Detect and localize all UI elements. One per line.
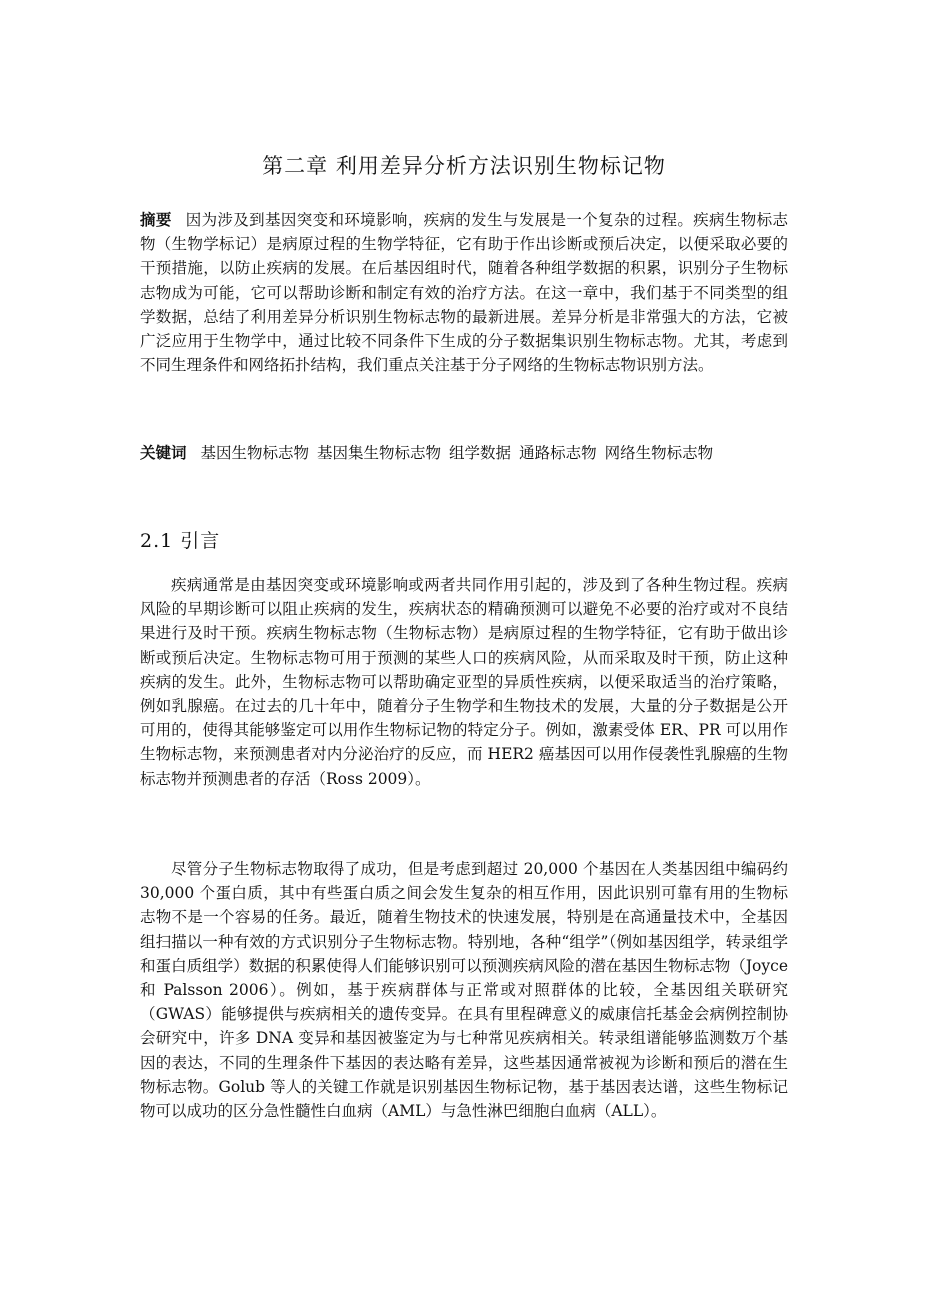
keyword-item: 网络生物标志物: [604, 444, 714, 462]
keyword-item: 基因集生物标志物: [317, 444, 442, 462]
abstract: [140, 208, 788, 377]
abstract-text: 因为涉及到基因突变和环境影响，疾病的发生与发展是一个复杂的过程。疾病生物标志物（生物学标记）是病原过程的生物学特征，它有助于作出诊断或预后决定，以便采取必要的干预措施，以防止疾病的发展。在后基因组时代，随着各种组学数据的积累，识别分子生物标志物成为可能，它可以帮助诊断和制定有效的治疗方法。在这一章中，我们基于不同类型的组学数据，总结了利用差异分析识别生物标志物的最新进展。差异分析是非常强大的方法，它被广泛应用于生物学中，通过比较不同条件下生成的分子数据集识别生物标志物。尤其，考虑到不同生理条件和网络拓扑结构，我们重点关注基于分子网络的生物标志物识别方法。: [140, 211, 788, 375]
body-paragraph: 尽管分子生物标志物取得了成功，但是考虑到超过 20,000 个基因在人类基因组中编码约 30,000 个蛋白质，其中有些蛋白质之间会发生复杂的相互作用，因此识别可靠有用的生物标志物不是一个容易的任务。最近，随着生物技术的快速发展，特别是在高通量技术中，全基因组扫描以一种有效的方式识别分子生物标志物。特别地，各种“组学”（例如基因组学，转录组学和蛋白质组学）数据的积累使得人们能够识别可以预测疾病风险的潜在基因生物标志物（Joyce 和 Palsson 2006）。例如，基于疾病群体与正常或对照群体的比较，全基因组关联研究（GWAS）能够提供与疾病相关的遗传变异。在具有里程碑意义的威康信托基金会病例控制协会研究中，许多 DNA 变异和基因被鉴定为与七种常见疾病相关。转录组谱能够监测数万个基因的表达，不同的生理条件下基因的表达略有差异，这些基因通常被视为诊断和预后的潜在生物标志物。Golub 等人的关键工作就是识别基因生物标记物，基于基因表达谱，这些生物标记物可以成功的区分急性髓性白血病（AML）与急性淋巴细胞白血病（ALL）。: [140, 860, 788, 1121]
chapter-title: 第二章 利用差异分析方法识别生物标记物: [262, 154, 666, 178]
keywords-label: 关键词: [140, 444, 187, 462]
keyword-item: 基因生物标志物: [200, 444, 310, 462]
keyword-item: 通路标志物: [519, 444, 597, 462]
section-heading: 2.1 引言: [140, 530, 221, 552]
keywords: [140, 441, 788, 465]
body-paragraph: 疾病通常是由基因突变或环境影响或两者共同作用引起的，涉及到了各种生物过程。疾病风险的早期诊断可以阻止疾病的发生，疾病状态的精确预测可以避免不必要的治疗或对不良结果进行及时干预。疾病生物标志物（生物标志物）是病原过程的生物学特征，它有助于做出诊断或预后决定。生物标志物可用于预测的某些人口的疾病风险，从而采取及时干预，防止这种疾病的发生。此外，生物标志物可以帮助确定亚型的异质性疾病，以便采取适当的治疗策略，例如乳腺癌。在过去的几十年中，随着分子生物学和生物技术的发展，大量的分子数据是公开可用的，使得其能够鉴定可以用作生物标记物的特定分子。例如，激素受体 ER、PR 可以用作生物标志物，来预测患者对内分泌治疗的反应，而 HER2 癌基因可以用作侵袭性乳腺癌的生物标志物并预测患者的存活（Ross 2009）。: [140, 576, 788, 788]
abstract-label: 摘要: [140, 211, 172, 229]
keyword-item: 组学数据: [449, 444, 512, 462]
